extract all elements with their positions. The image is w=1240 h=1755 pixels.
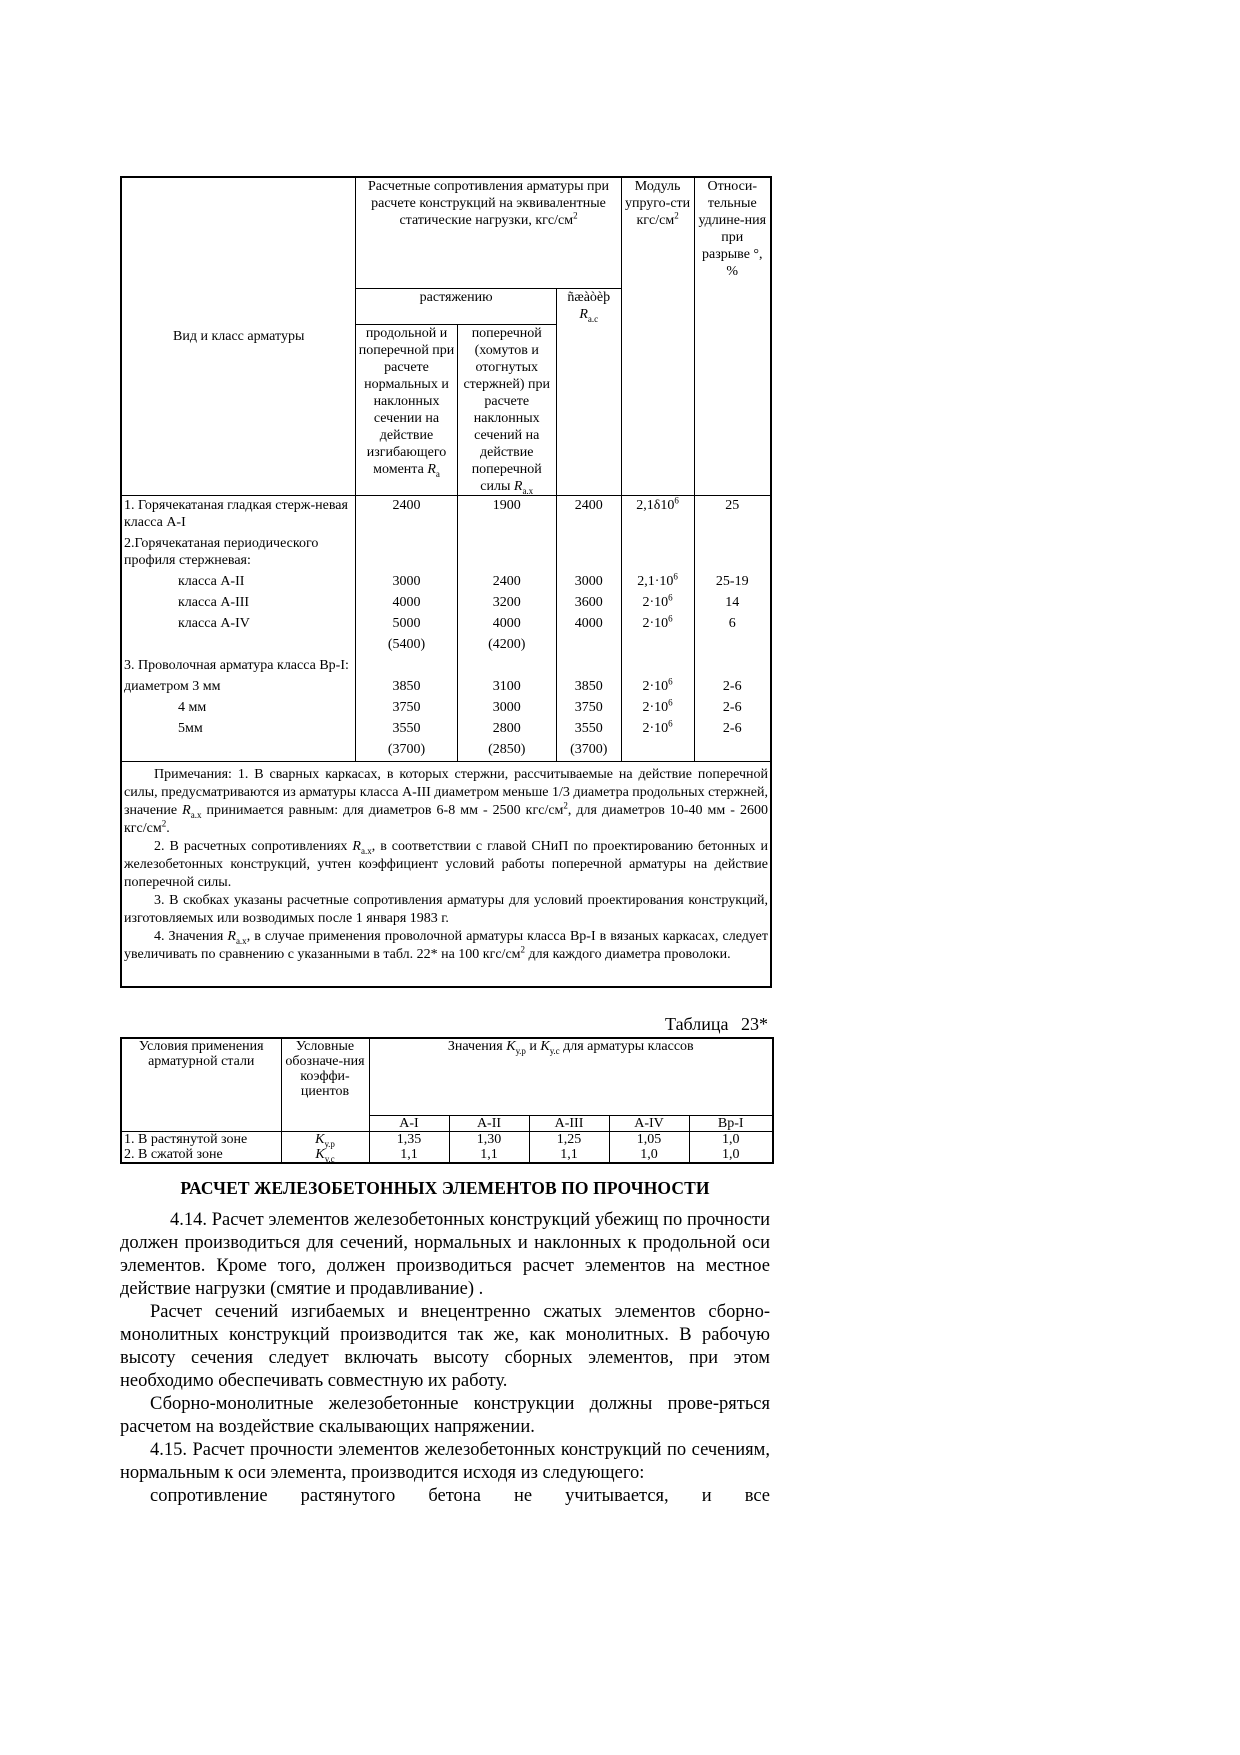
table-row: [121, 496, 771, 535]
row-label: класса А-IV: [121, 614, 356, 635]
table-23-body: [121, 1132, 773, 1164]
table-row: [121, 656, 771, 677]
table-row: [121, 740, 771, 762]
document-page: [120, 176, 770, 1508]
condition-cell: 1. В растянутой зоне: [121, 1132, 281, 1148]
paragraph: сопротивление растянутого бетона не учитывается, и все: [150, 1486, 770, 1506]
value-cell: 1,05: [609, 1132, 689, 1148]
row-label: [121, 635, 356, 656]
cell-rl: (3700): [356, 740, 457, 762]
table-row: [121, 1147, 773, 1163]
cell-rt: 1900: [457, 496, 556, 535]
table-row: [121, 677, 771, 698]
cell-elongation: 6: [694, 614, 771, 635]
cell-rl: [356, 534, 457, 572]
cell-rt: 2400: [457, 572, 556, 593]
paragraph: Сборно-монолитные железобетонные конструкции должны прове-ряться расчетом на воздействие скалывающих напряжении.: [120, 1394, 770, 1437]
modulus-exponent: 6: [668, 697, 673, 708]
cell-rt: 2800: [457, 719, 556, 740]
t23-header-symbols: Условные обозначе-ния коэффи-циентов: [281, 1038, 369, 1132]
modulus-value: 2·10: [642, 721, 669, 736]
note-2: 2. В расчетных сопротивлениях $R_{а.х}$, в соответствии с главой СНиП по проектированию бетонных и железобетонных конструкций, учтен коэффициент условий работы поперечной арматуры на действие поперечной силы.: [124, 839, 768, 890]
modulus-value: 2·10: [642, 679, 669, 694]
cell-rt: (2850): [457, 740, 556, 762]
header-compression: ñæàòèþ $R_{а.с}$: [556, 289, 621, 496]
header-tension: растяжению: [356, 289, 556, 325]
cell-rc: [556, 656, 621, 677]
modulus-value: 2·10: [642, 616, 669, 631]
cell-rt: 3200: [457, 593, 556, 614]
table-22-body: [121, 496, 771, 762]
symbol: K: [315, 1147, 325, 1162]
t23-header-values: Значения $K_{у.р}$ и $K_{у.с}$ для арматуры классов: [369, 1038, 773, 1116]
cell-modulus: [621, 719, 694, 740]
cell-elongation: 2-6: [694, 698, 771, 719]
cell-rl: 2400: [356, 496, 457, 535]
cell-rt: [457, 534, 556, 572]
modulus-exponent: 6: [673, 571, 678, 582]
cell-modulus: [621, 740, 694, 762]
modulus-exponent: 6: [674, 495, 679, 506]
header-type: Вид и класс арматуры: [121, 177, 356, 496]
class-header: А-IV: [609, 1116, 689, 1132]
cell-rc: [556, 534, 621, 572]
table-row: [121, 698, 771, 719]
cell-rt: (4200): [457, 635, 556, 656]
cell-rc: 3850: [556, 677, 621, 698]
cell-elongation: 25: [694, 496, 771, 535]
row-label: 5мм: [121, 719, 356, 740]
header-calc: Расчетные сопротивления арматуры при расчете конструкций на эквивалентные статические нагрузки, кгс/$см^2$: [356, 177, 621, 289]
cell-modulus: [621, 677, 694, 698]
cell-rl: (5400): [356, 635, 457, 656]
cell-elongation: [694, 534, 771, 572]
cell-rc: 2400: [556, 496, 621, 535]
table-row: [121, 534, 771, 572]
cell-elongation: 2-6: [694, 719, 771, 740]
modulus-exponent: 6: [668, 613, 673, 624]
cell-rc: 3000: [556, 572, 621, 593]
cell-rc: 4000: [556, 614, 621, 635]
header-elongation: Относи-тельные удлине-ния при разрыве °, %: [694, 177, 771, 496]
value-cell: 1,35: [369, 1132, 449, 1148]
row-label: [121, 740, 356, 762]
cell-modulus: [621, 496, 694, 535]
cell-modulus: [621, 593, 694, 614]
cell-rc: 3750: [556, 698, 621, 719]
modulus-value: 2·10: [642, 700, 669, 715]
paragraph: 4.15. Расчет прочности элементов железобетонных конструкций по сечениям, нормальным к оси элемента, производится исходя из следующего:: [120, 1440, 770, 1483]
class-header: А-III: [529, 1116, 609, 1132]
cell-rl: 4000: [356, 593, 457, 614]
modulus-value: 2·10: [642, 595, 669, 610]
table-row: [121, 614, 771, 635]
symbol-cell: [281, 1147, 369, 1163]
row-label: 4 мм: [121, 698, 356, 719]
table-22: [120, 176, 772, 988]
cell-elongation: 2-6: [694, 677, 771, 698]
cell-rl: 3750: [356, 698, 457, 719]
header-modulus: Модуль упруго-сти кгс/$см^2$: [621, 177, 694, 496]
modulus-value: 2,1·10: [637, 574, 674, 589]
symbol-sub: у.р: [324, 1138, 335, 1149]
condition-cell: 2. В сжатой зоне: [121, 1147, 281, 1163]
table-23-caption: Таблица 23*: [665, 1014, 768, 1034]
table-row: [121, 635, 771, 656]
paragraph: Расчет сечений изгибаемых и внецентренно сжатых элементов сборно-монолитных конструкций производится так же, как монолитных. В рабочую высоту сечения следует включать высоту сборных элементов, при этом необходимо обеспечивать совместную их работу.: [120, 1302, 770, 1391]
value-cell: 1,1: [369, 1147, 449, 1163]
row-label: 3. Проволочная арматура класса Вр-I:: [121, 656, 356, 677]
cell-elongation: [694, 635, 771, 656]
cell-rl: 3000: [356, 572, 457, 593]
value-cell: 1,0: [689, 1147, 773, 1163]
header-transverse: поперечной (хомутов и отогнутых стержней) при расчете наклонных сечений на действие поперечной силы $R_{а.х}$: [457, 325, 556, 496]
value-cell: 1,1: [449, 1147, 529, 1163]
row-label: класса А-II: [121, 572, 356, 593]
cell-modulus: [621, 656, 694, 677]
value-cell: 1,0: [689, 1132, 773, 1148]
value-cell: 1,0: [609, 1147, 689, 1163]
cell-modulus: [621, 614, 694, 635]
header-longitudinal: продольной и поперечной при расчете нормальных и наклонных сечении на действие изгибающего момента $R_а$: [356, 325, 457, 496]
symbol-cell: [281, 1132, 369, 1148]
modulus-value: 2,1δ10: [636, 498, 675, 513]
note-3: 3. В скобках указаны расчетные сопротивления арматуры для условий проектирования конструкций, изготовляемых или возводимых после 1 января 1983 г.: [124, 893, 768, 926]
cell-modulus: [621, 534, 694, 572]
cell-rt: [457, 656, 556, 677]
cell-rl: 3850: [356, 677, 457, 698]
table-row: [121, 1132, 773, 1148]
cell-elongation: 14: [694, 593, 771, 614]
table-row: [121, 719, 771, 740]
cell-rc: (3700): [556, 740, 621, 762]
symbol-sub: у.с: [324, 1153, 335, 1164]
table-23: [120, 1037, 774, 1164]
cell-elongation: 25-19: [694, 572, 771, 593]
class-header: Вр-I: [689, 1116, 773, 1132]
cell-rt: 3100: [457, 677, 556, 698]
cell-rt: 3000: [457, 698, 556, 719]
cell-modulus: [621, 572, 694, 593]
cell-elongation: [694, 740, 771, 762]
modulus-exponent: 6: [668, 592, 673, 603]
class-header: А-II: [449, 1116, 529, 1132]
cell-rc: 3550: [556, 719, 621, 740]
table-row: [121, 593, 771, 614]
value-cell: 1,25: [529, 1132, 609, 1148]
value-cell: 1,30: [449, 1132, 529, 1148]
cell-rl: 5000: [356, 614, 457, 635]
cell-modulus: [621, 635, 694, 656]
body-text: [120, 1209, 770, 1508]
paragraph: 4.14. Расчет элементов железобетонных конструкций убежищ по прочности должен производиться для сечений, нормальных и наклонных к продольной оси элементов. Кроме того, должен производиться расчет элементов на местное действие нагрузки (смятие и продавливание) .: [120, 1210, 770, 1299]
cell-modulus: [621, 698, 694, 719]
cell-rc: 3600: [556, 593, 621, 614]
cell-rl: 3550: [356, 719, 457, 740]
t23-header-conditions: Условия применения арматурной стали: [121, 1038, 281, 1132]
cell-rc: [556, 635, 621, 656]
symbol: K: [315, 1132, 325, 1147]
row-label: 1. Горячекатаная гладкая стерж-невая класса А-I: [121, 496, 356, 535]
cell-elongation: [694, 656, 771, 677]
section-heading: РАСЧЕТ ЖЕЛЕЗОБЕТОННЫХ ЭЛЕМЕНТОВ ПО ПРОЧНОСТИ: [180, 1178, 710, 1198]
table-22-notes: [121, 762, 771, 988]
row-label: 2.Горячекатаная периодического профиля стержневая:: [121, 534, 356, 572]
note-4: 4. Значения $R_{а.х}$, в случае применения проволочной арматуры класса Вр-I в вязаных каркасах, следует увеличивать по сравнению с указанными в табл. 22* на 100 кгс/$см^2$ для каждого диаметра проволоки.: [124, 929, 769, 962]
cell-rl: [356, 656, 457, 677]
cell-rt: 4000: [457, 614, 556, 635]
note-1: Примечания: 1. В сварных каркасах, в которых стержни, рассчитываемые на действие поперечной силы, предусматриваются из арматуры класса А-III диаметром меньше 1/3 диаметра продольных стержней, значение $R_{а.х}$ принимается равным: для диаметров 6-8 мм - 2500 кгс/$см^2$, для диаметров 10-40 мм - 2600 кгс/$см^2$.: [124, 767, 768, 836]
modulus-exponent: 6: [668, 718, 673, 729]
row-label: класса А-III: [121, 593, 356, 614]
row-label: диаметром 3 мм: [121, 677, 356, 698]
table-row: [121, 572, 771, 593]
modulus-exponent: 6: [668, 676, 673, 687]
value-cell: 1,1: [529, 1147, 609, 1163]
class-header: А-I: [369, 1116, 449, 1132]
